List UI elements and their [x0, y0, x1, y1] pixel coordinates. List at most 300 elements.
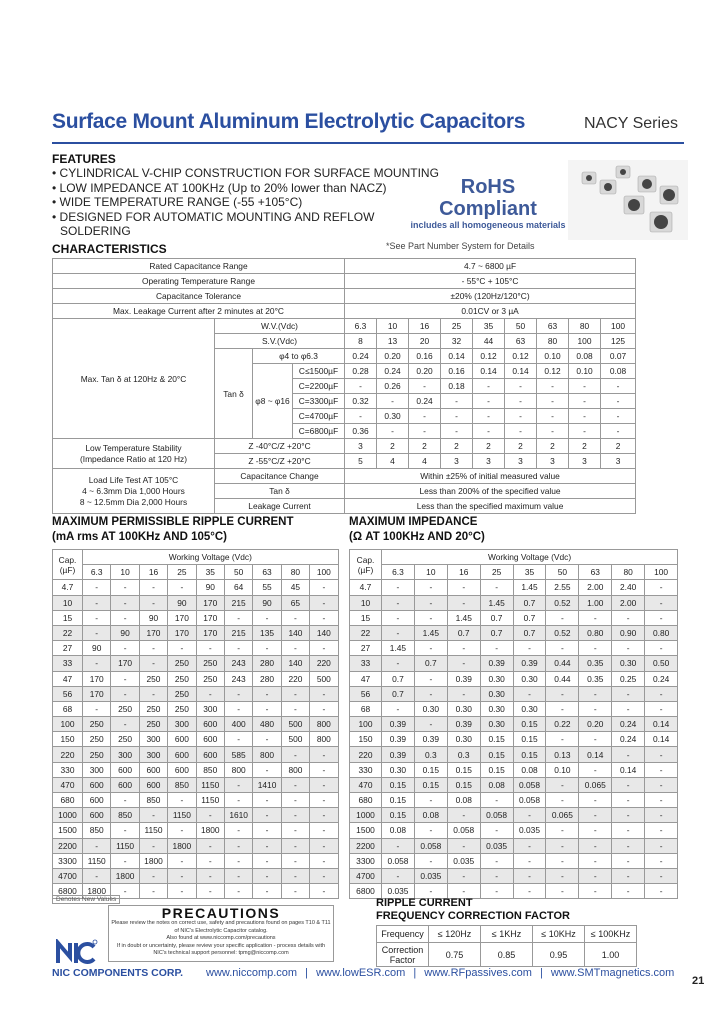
tan-label: Max. Tan δ at 120Hz & 20°C [53, 319, 215, 439]
cap-header-line2: (µF) [357, 564, 374, 575]
value-cell: - [447, 884, 480, 899]
cap-cell: 150 [350, 732, 382, 747]
table-row [350, 671, 678, 686]
value-cell: - [546, 732, 579, 747]
value-cell: 850 [139, 793, 167, 808]
value-cell: 170 [196, 595, 224, 610]
value-cell: 0.08 [513, 762, 546, 777]
impedance-heading: MAXIMUM IMPEDANCE [349, 516, 478, 528]
value-cell: 250 [168, 671, 196, 686]
value-cell: 55 [253, 580, 281, 595]
value-cell: - [447, 641, 480, 656]
precautions-line: NIC's technical support personnel: tpmg@niccomp.com [153, 950, 289, 956]
wv-label: W.V.(Vdc) [215, 319, 345, 334]
value-cell: - [382, 580, 415, 595]
value-cell: - [612, 808, 645, 823]
tan-cell: - [377, 394, 409, 409]
value-cell: 0.30 [480, 701, 513, 716]
value-cell: - [480, 853, 513, 868]
characteristics-heading: CHARACTERISTICS [52, 242, 167, 256]
value-cell: 0.15 [480, 762, 513, 777]
value-cell: - [111, 793, 139, 808]
company-name: NIC COMPONENTS CORP. [52, 967, 184, 979]
value-cell: - [645, 777, 678, 792]
value-cell: 600 [168, 747, 196, 762]
tan-cell: - [537, 379, 569, 394]
value-cell: 0.15 [480, 747, 513, 762]
tan-cell: 0.26 [377, 379, 409, 394]
value-cell: 170 [83, 686, 111, 701]
cap-cell: 3300 [53, 853, 83, 868]
value-cell: 0.44 [546, 671, 579, 686]
life-row-label: Leakage Current [215, 499, 345, 514]
feature-item: • DESIGNED FOR AUTOMATIC MOUNTING AND REFLOW [52, 209, 375, 224]
value-cell: - [480, 793, 513, 808]
value-cell: - [645, 686, 678, 701]
value-cell: 850 [168, 777, 196, 792]
value-cell: - [111, 610, 139, 625]
value-cell: - [281, 823, 309, 838]
value-cell: - [414, 686, 447, 701]
table-row [350, 641, 678, 656]
value-cell: - [414, 610, 447, 625]
value-cell: 90 [111, 625, 139, 640]
value-cell: 140 [310, 625, 338, 640]
tan-cell: - [569, 379, 601, 394]
value-cell: 400 [224, 717, 252, 732]
value-cell: - [414, 717, 447, 732]
value-cell: 0.08 [480, 777, 513, 792]
value-cell: - [196, 808, 224, 823]
tan-cell: 0.24 [345, 349, 377, 364]
value-cell: - [281, 853, 309, 868]
lts-cell: 2 [377, 439, 409, 454]
value-cell: - [645, 641, 678, 656]
value-cell: - [281, 686, 309, 701]
footer-sep: | [539, 967, 543, 979]
life-row-value: Less than 200% of the specified value [345, 484, 636, 499]
series-name: NACY Series [584, 115, 678, 132]
value-cell: 0.035 [382, 884, 415, 899]
value-cell: - [310, 580, 338, 595]
table-row [53, 838, 339, 853]
value-cell: 0.24 [645, 671, 678, 686]
precautions-heading: PRECAUTIONS [161, 905, 281, 921]
value-cell: 1800 [111, 868, 139, 883]
value-cell: - [281, 747, 309, 762]
value-cell: - [414, 671, 447, 686]
value-cell: - [139, 595, 167, 610]
sv-cell: 20 [409, 334, 441, 349]
value-cell: 0.058 [447, 823, 480, 838]
value-cell: 800 [310, 717, 338, 732]
value-cell: 0.30 [513, 701, 546, 716]
value-cell: 600 [196, 732, 224, 747]
value-cell: - [111, 853, 139, 868]
sv-label: S.V.(Vdc) [215, 334, 345, 349]
table-row [350, 823, 678, 838]
tan-cell: - [505, 379, 537, 394]
value-cell: - [168, 868, 196, 883]
value-cell: 0.80 [579, 625, 612, 640]
value-cell: - [645, 701, 678, 716]
value-cell: 0.30 [447, 732, 480, 747]
sv-cell: 63 [505, 334, 537, 349]
value-cell: 250 [111, 732, 139, 747]
value-cell: - [168, 884, 196, 899]
value-cell: 0.14 [579, 747, 612, 762]
table-row [350, 610, 678, 625]
value-cell: 0.035 [513, 823, 546, 838]
footer-links [206, 967, 674, 979]
table-row [53, 701, 339, 716]
tan-cell: 0.08 [601, 364, 636, 379]
value-cell: 300 [168, 717, 196, 732]
sv-cell: 8 [345, 334, 377, 349]
voltage-header-cell: 6.3 [83, 565, 111, 580]
cap-condition: C=4700µF [293, 409, 345, 424]
value-cell: 1.45 [447, 610, 480, 625]
value-cell: 0.30 [414, 701, 447, 716]
tan-cell: - [601, 379, 636, 394]
footer-link-smtmagnetics[interactable]: www.SMTmagnetics.com [550, 967, 675, 979]
factor-label [377, 943, 429, 967]
value-cell: 300 [139, 732, 167, 747]
value-cell: 0.7 [513, 625, 546, 640]
tan-cell: - [569, 424, 601, 439]
cap-cell: 10 [53, 595, 83, 610]
impedance-table-body [350, 550, 678, 899]
value-cell: 1800 [168, 838, 196, 853]
table-row [350, 625, 678, 640]
see-part-note: *See Part Number System for Details [386, 241, 535, 251]
correction-heading: RIPPLE CURRENT [376, 897, 473, 909]
value-cell: - [513, 838, 546, 853]
value-cell: - [196, 868, 224, 883]
value-cell: 1.45 [513, 580, 546, 595]
value-cell: - [139, 686, 167, 701]
feature-item: • WIDE TEMPERATURE RANGE (-55 +105°C) [52, 195, 303, 209]
value-cell: - [513, 686, 546, 701]
value-cell: 0.058 [382, 853, 415, 868]
value-cell: 0.7 [513, 610, 546, 625]
value-cell: 0.39 [447, 671, 480, 686]
value-cell: - [224, 838, 252, 853]
value-cell: 0.058 [513, 793, 546, 808]
table-row [53, 747, 339, 762]
freq-cell: ≤ 120Hz [429, 926, 481, 943]
cap-cell: 1000 [53, 808, 83, 823]
value-cell: - [579, 686, 612, 701]
value-cell: 250 [139, 671, 167, 686]
value-cell: - [224, 793, 252, 808]
table-row [53, 853, 339, 868]
value-cell: 2.00 [579, 580, 612, 595]
tan-cell: - [473, 379, 505, 394]
table-row [350, 853, 678, 868]
value-cell: - [612, 838, 645, 853]
cap-cell: 100 [53, 717, 83, 732]
value-cell: - [546, 853, 579, 868]
value-cell: - [224, 701, 252, 716]
footer-link-lowesr[interactable]: www.lowESR.com [316, 967, 406, 979]
cap-cell: 47 [350, 671, 382, 686]
value-cell: 800 [310, 732, 338, 747]
tolerance-label: Capacitance Tolerance [53, 289, 345, 304]
value-cell: 1.45 [382, 641, 415, 656]
cap-condition: C=3300µF [293, 394, 345, 409]
life-label-line1: Load Life Test AT 105°C [88, 474, 179, 485]
value-cell: 0.20 [579, 717, 612, 732]
value-cell: 600 [168, 732, 196, 747]
tan-cell: - [409, 409, 441, 424]
lts-label [53, 439, 215, 469]
value-cell: - [83, 838, 111, 853]
value-cell: - [645, 808, 678, 823]
tan-cell: - [473, 409, 505, 424]
value-cell: 0.24 [612, 717, 645, 732]
cap-cell: 330 [53, 762, 83, 777]
value-cell: - [111, 717, 139, 732]
title-divider [52, 142, 684, 144]
tan-cell: 0.28 [345, 364, 377, 379]
value-cell: - [281, 777, 309, 792]
cap-cell: 330 [350, 762, 382, 777]
value-cell: - [224, 777, 252, 792]
table-row [53, 656, 339, 671]
value-cell: - [281, 793, 309, 808]
value-cell: 300 [139, 747, 167, 762]
value-cell: 0.44 [546, 656, 579, 671]
value-cell: 300 [83, 762, 111, 777]
tan-cell: - [505, 424, 537, 439]
value-cell: - [139, 580, 167, 595]
factor-cell: 1.00 [585, 943, 637, 967]
value-cell: 800 [253, 747, 281, 762]
value-cell: - [645, 884, 678, 899]
cap-condition: C=6800µF [293, 424, 345, 439]
cap-header-line1: Cap. [356, 554, 375, 565]
lts-cell: 4 [409, 454, 441, 469]
tan-cell: 0.36 [345, 424, 377, 439]
value-cell: 0.08 [447, 793, 480, 808]
table-row [350, 686, 678, 701]
value-cell: 1150 [111, 838, 139, 853]
value-cell: 0.15 [513, 747, 546, 762]
table-row [53, 439, 636, 454]
value-cell: 90 [83, 641, 111, 656]
value-cell: - [382, 625, 415, 640]
tan-cell: 0.12 [505, 349, 537, 364]
precautions-box [108, 905, 334, 962]
life-label-line2: 4 ~ 6.3mm Dia 1,000 Hours [82, 485, 185, 496]
value-cell: 0.30 [480, 717, 513, 732]
value-cell: - [447, 580, 480, 595]
tan-cell: - [537, 424, 569, 439]
value-cell: - [310, 808, 338, 823]
value-cell: 0.10 [546, 762, 579, 777]
tan-cell: - [377, 424, 409, 439]
op-temp-label: Operating Temperature Range [53, 274, 345, 289]
value-cell: 300 [111, 747, 139, 762]
value-cell: - [546, 641, 579, 656]
value-cell: 0.058 [414, 838, 447, 853]
table-row [350, 777, 678, 792]
voltage-header-cell: 63 [579, 565, 612, 580]
cap-cell: 15 [350, 610, 382, 625]
tan-cell: - [505, 394, 537, 409]
value-cell: 90 [168, 595, 196, 610]
value-cell: 2.55 [546, 580, 579, 595]
precautions-line: Also found at www.niccomp.com/precautions [166, 935, 276, 941]
voltage-header-cell: 63 [253, 565, 281, 580]
rated-cap-label: Rated Capacitance Range [53, 259, 345, 274]
value-cell: 850 [196, 762, 224, 777]
value-cell: - [447, 868, 480, 883]
value-cell: - [579, 853, 612, 868]
value-cell: - [612, 793, 645, 808]
tan-cell: 0.32 [345, 394, 377, 409]
freq-cell: ≤ 100KHz [585, 926, 637, 943]
table-row [53, 777, 339, 792]
lts-cell: 4 [377, 454, 409, 469]
footer-sep: | [305, 967, 308, 979]
cap-cell: 470 [53, 777, 83, 792]
capacitor-photo [568, 160, 688, 240]
voltage-header-cell: 35 [513, 565, 546, 580]
wv-cell: 35 [473, 319, 505, 334]
value-cell: - [645, 747, 678, 762]
freq-cell: ≤ 1KHz [481, 926, 533, 943]
value-cell: - [645, 853, 678, 868]
footer-link-rfpassives[interactable]: www.RFpassives.com [424, 967, 532, 979]
tan-cell: 0.20 [409, 364, 441, 379]
value-cell: - [579, 610, 612, 625]
value-cell: - [645, 610, 678, 625]
value-cell: - [281, 808, 309, 823]
footer-link-niccomp[interactable]: www.niccomp.com [206, 967, 298, 979]
value-cell: 250 [196, 671, 224, 686]
cap-cell: 6800 [53, 884, 83, 899]
impedance-table [349, 549, 678, 899]
tan-cell: 0.14 [441, 349, 473, 364]
value-cell: - [168, 641, 196, 656]
wv-cell: 100 [601, 319, 636, 334]
precautions-line: Please review the notes on correct use, safety and precautions found on pages T10 & T11 [111, 920, 331, 926]
value-cell: - [224, 732, 252, 747]
value-cell: 600 [111, 777, 139, 792]
cap-cell: 33 [350, 656, 382, 671]
cap-cell: 68 [350, 701, 382, 716]
value-cell: 1.45 [480, 595, 513, 610]
value-cell: - [382, 868, 415, 883]
cap-cell: 33 [53, 656, 83, 671]
value-cell: - [196, 686, 224, 701]
value-cell: - [196, 838, 224, 853]
value-cell: 140 [281, 656, 309, 671]
value-cell: - [546, 777, 579, 792]
value-cell: - [310, 838, 338, 853]
value-cell: - [310, 777, 338, 792]
tan-cell: - [473, 424, 505, 439]
table-row [350, 793, 678, 808]
value-cell: - [645, 838, 678, 853]
cap-header-line2: (µF) [59, 564, 76, 575]
tan-cell: 0.10 [537, 349, 569, 364]
value-cell: 0.30 [513, 671, 546, 686]
table-row [53, 304, 636, 319]
value-cell: 90 [253, 595, 281, 610]
lts-label-line1: Low Temperature Stability [85, 442, 182, 453]
value-cell: - [579, 808, 612, 823]
correction-subheading: FREQUENCY CORRECTION FACTOR [376, 910, 570, 922]
value-cell: 280 [253, 656, 281, 671]
value-cell: 600 [196, 747, 224, 762]
voltage-header-row [350, 565, 678, 580]
value-cell: - [612, 868, 645, 883]
table-row [53, 610, 339, 625]
cap-cell: 1500 [350, 823, 382, 838]
table-row [53, 259, 636, 274]
value-cell: 0.15 [414, 762, 447, 777]
value-cell: - [310, 884, 338, 899]
value-cell: - [253, 610, 281, 625]
table-row [350, 747, 678, 762]
factor-label-line1: Correction [381, 944, 424, 955]
value-cell: - [645, 868, 678, 883]
wv-header: Working Voltage (Vdc) [83, 550, 339, 565]
tan-cell: - [409, 424, 441, 439]
precautions-line: of NIC's Electrolytic Capacitor catalog. [174, 927, 268, 934]
tan-cell: - [537, 409, 569, 424]
value-cell: 1.00 [579, 595, 612, 610]
value-cell: - [111, 671, 139, 686]
value-cell: 0.15 [447, 777, 480, 792]
value-cell: 90 [196, 580, 224, 595]
voltage-header-cell: 16 [447, 565, 480, 580]
value-cell: 480 [253, 717, 281, 732]
value-cell: - [513, 853, 546, 868]
tan-cell: - [473, 394, 505, 409]
value-cell: 0.30 [480, 686, 513, 701]
rated-cap-value: 4.7 ~ 6800 µF [345, 259, 636, 274]
value-cell: - [382, 838, 415, 853]
value-cell: 170 [196, 625, 224, 640]
sv-cell: 80 [537, 334, 569, 349]
cap-cell: 4.7 [53, 580, 83, 595]
value-cell: 0.14 [645, 732, 678, 747]
value-cell: - [382, 656, 415, 671]
value-cell: 220 [281, 671, 309, 686]
table-row [53, 823, 339, 838]
value-cell: - [139, 884, 167, 899]
value-cell: - [310, 853, 338, 868]
table-row [53, 595, 339, 610]
value-cell: - [612, 686, 645, 701]
value-cell: 600 [83, 808, 111, 823]
value-cell: - [168, 793, 196, 808]
value-cell: 800 [224, 762, 252, 777]
value-cell: 1800 [139, 853, 167, 868]
table-row [53, 717, 339, 732]
table-row [53, 625, 339, 640]
value-cell: - [253, 808, 281, 823]
value-cell: 0.7 [382, 686, 415, 701]
value-cell: - [310, 610, 338, 625]
wv-cell: 16 [409, 319, 441, 334]
sv-cell: 32 [441, 334, 473, 349]
value-cell: 2.40 [612, 580, 645, 595]
